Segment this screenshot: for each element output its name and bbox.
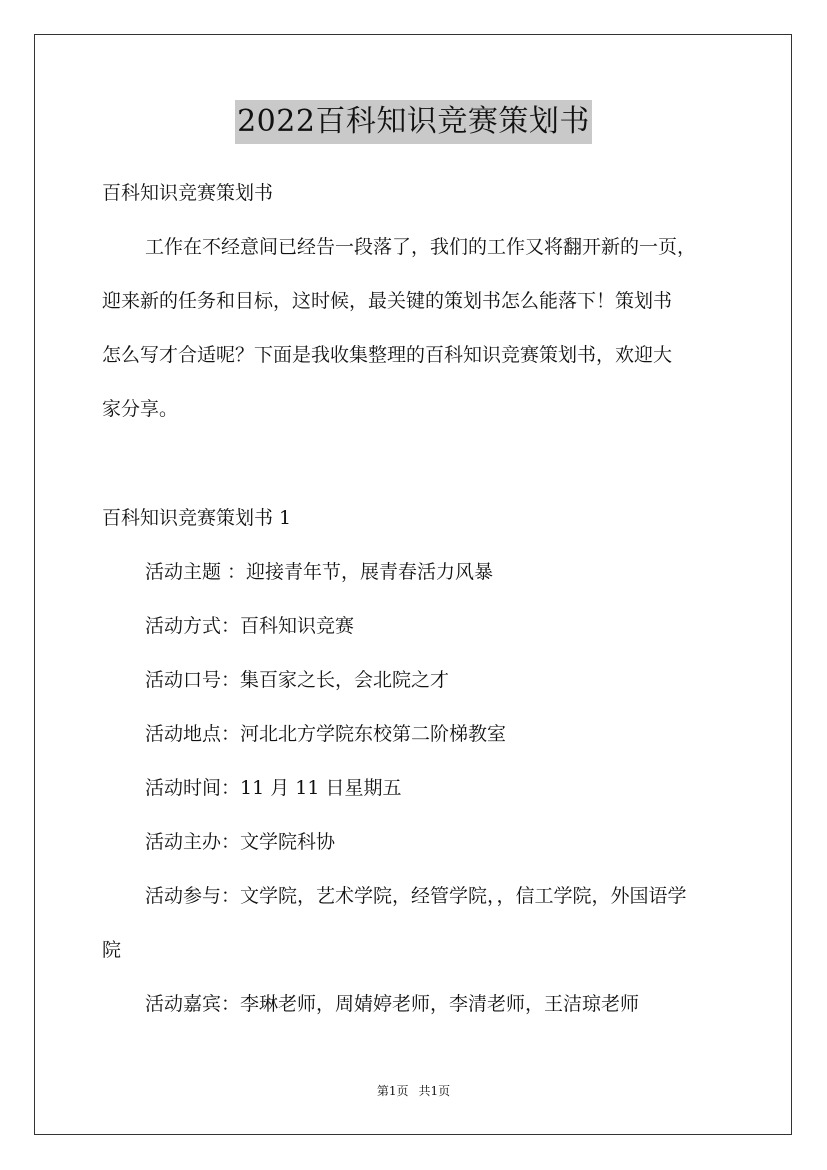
intro-line-2: 迎来新的任务和目标，这时候，最关键的策划书怎么能落下！策划书 [102, 290, 673, 312]
section-heading: 百科知识竞赛策划书 1 [102, 507, 292, 529]
item-organizer: 活动主办：文学院科协 [145, 831, 336, 853]
page-total: 共1页 [418, 1084, 451, 1098]
item-location: 活动地点：河北北方学院东校第二阶梯教室 [145, 723, 507, 745]
title-container [0, 100, 827, 144]
item-slogan: 活动口号：集百家之长，会北院之才 [145, 669, 450, 691]
intro-line-3: 怎么写才合适呢？下面是我收集整理的百科知识竞赛策划书，欢迎大 [102, 344, 673, 366]
document-subtitle: 百科知识竞赛策划书 [102, 182, 274, 204]
page-number: 第1页 [376, 1084, 409, 1098]
item-participants-continued: 院 [102, 939, 122, 961]
item-theme: 活动主题 ：迎接青年节，展青春活力风暴 [145, 561, 494, 583]
item-time: 活动时间：11 月 11 日星期五 [145, 777, 402, 799]
item-method: 活动方式：百科知识竞赛 [145, 615, 355, 637]
item-participants: 活动参与：文学院，艺术学院，经管学院，，信工学院，外国语学 [145, 885, 687, 907]
item-guests: 活动嘉宾：李琳老师，周婧婷老师，李清老师，王洁琼老师 [145, 993, 640, 1015]
intro-line-4: 家分享。 [102, 398, 179, 420]
document-title: 2022百科知识竞赛策划书 [235, 100, 592, 144]
page-footer [0, 1083, 827, 1099]
intro-line-1: 工作在不经意间已经告一段落了，我们的工作又将翻开新的一页， [145, 236, 697, 258]
